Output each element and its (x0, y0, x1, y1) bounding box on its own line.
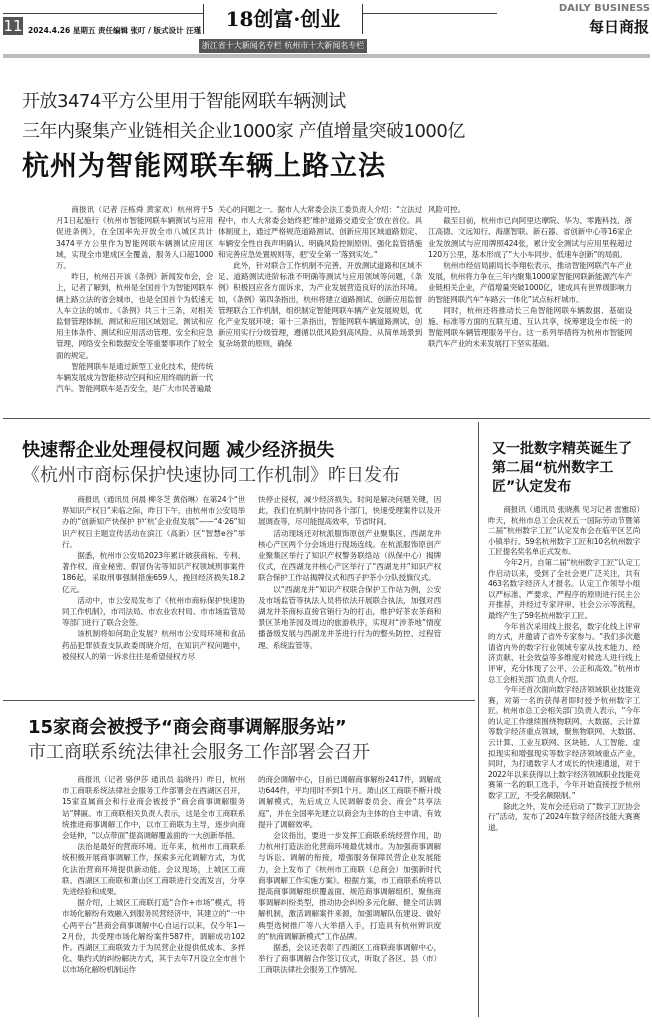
paragraph: 昨日，杭州召开该《条例》新闻发布会，会上，记者了解到，杭州是全国首个为智能网联车辆上路立法的省会城市，也是全国首个为低速无人车立法的城市。《条例》共三十三条，对相关监督管理体制、测试和应用区域划定、测试和应用主体条件、测试和应用活动管理、安全和应急管理、网络安全和数据安全等重要事项作了较全面的规定。 (56, 272, 213, 360)
paragraph: 的商会调解中心，目前已调解商事解纷2417件，调解成功644件，平均用时不到1个月。萧山区工商联不断升级调解模式，先后成立人民调解委员会、商会“共享法庭”，并在全国率先建立以商会为主体的自主申请、有效提升了调解效率。 (258, 775, 441, 829)
paragraph: 活动现场还对杭派服饰原创产业聚集区、西湖龙井核心产区两个分会场进行现场连线。在杭派服饰原创产业聚集区举行了知识产权警务联络站（纵保中心）揭牌仪式，在西湖龙井核心产区举行了“西湖龙井”知识产权联合保护工作站揭牌仪式和西子护茶小分队授旗仪式。 (258, 528, 441, 583)
header-rule (3, 13, 203, 14)
paragraph: 商报讯（记者 汪栋舜 黄家欢）杭州将于5月1日起施行《杭州市智能网联车辆测试与应用促进条例》，在全国率先开放全市八城区共计3474平方公里作为智能网联车辆测试应用区域，实现全市建成区全覆盖，服务人口超1000万。 (56, 205, 213, 271)
article2-subtitle: 《杭州市商标保护快速协同工作机制》昨日发布 (22, 465, 400, 486)
article3-column (258, 774, 441, 976)
paragraph: 据悉，会议还表彰了西湖区工商联商事调解中心，举行了商事调解合作签订仪式，听取了各区、县（市）工商联法律社会服务工作情况。 (258, 943, 441, 975)
paragraph: 活动中，市公安局发布了《杭州市商标保护快速协同工作机制》，市司法局、市农业农村局、市市场监管局等部门进行了联合会签。 (62, 595, 245, 628)
paragraph: 杭州市经信局副局长李翔松表示，推动智能网联汽车产业发展，杭州将力争在三年内聚集1000家智能网联新能源汽车产业链相关企业，产值增量突破1000亿，建成具有世界级影响力的智能网联汽车“车路云一体化”试点标杆城市。 (428, 261, 632, 304)
paragraph: 据悉，杭州市公安局2023年累计破获商标、专利、著作权、商业秘密、假冒伪劣等知识产权领域刑事案件186起，采取刑事强制措施659人，挽回经济损失18.2亿元。 (62, 551, 245, 594)
sidebar (488, 440, 640, 833)
section-subtitle: 浙江省十大新闻名专栏 杭州市十大新闻名专栏 (199, 39, 367, 53)
sidebar-title: 又一批数字精英诞生了 第二届“杭州数字工匠”认定发布 (492, 441, 632, 495)
paragraph: 今年首次采用线上报名，数字化线上评审的方式，并邀请了省外专家参与。“我们多次邀请省内外的数字行业领域专家从技术能力、经济贡献、社会效益等多维度对候选人进行线上评审，充分体现了公平、公正和高效。”杭州市总工会相关部门负责人介绍。 (488, 621, 640, 684)
paragraph: 据介绍，上城区工商联打造“合作+市场”模式，将市场化解纷有效融入到服务民营经济中，其建立的“一中心两平台”甚商会商事调解中心自运行以来，仅今年1—2月份，共受理市场化解纷案件587件，调解成功102件。西湖区工商联致力于为民营企业提供低成本、多样化、集约式的纠纷解决方式，其于去年7月设立全市首个以市场化解纷机制运作 (62, 898, 245, 975)
article2-column (62, 494, 245, 662)
article1-column (218, 204, 422, 350)
article1-kicker: 三年内聚集产业链相关企业1000家 产值增量突破1000亿 (22, 121, 465, 142)
paragraph: 同时，杭州还将推动长三角智能网联车辆数据、基础设施、标准等方面的互联互通、互认共享，统筹建设全市统一的智能网联车辆管理服务平台。这一系列举措将为杭州市智能网联汽车产业的未来发展打下坚实基础。 (428, 305, 632, 349)
paragraph: 商报讯（通讯员 张晓燕 见习记者 雷雅琼）昨天，杭州市总工会庆祝五一国际劳动节暨第二届“杭州数字工匠”认定发布会在临平区艺尚小镇举行。59名杭州数字工匠和10名杭州数字工匠提名奖名单正式发布。 (488, 505, 640, 557)
paragraph: 快停止侵权，减少经济损失。时间是解决问题关键，因此，我们在机制中协同各个部门，快速受理案件以及开展调查等，尽可能提高效率，节省时间。 (258, 495, 441, 527)
paragraph: 截至目前，杭州市已向阿里达摩院、华为、零跑科技、浙江高德、文远知行、海康智联、新石器、省创新中心等16家企业发放测试与应用牌照424张，累计安全测试与应用里程超过120万公里，基本形成了“大小车同步、低速车创新”的局面。 (428, 216, 632, 259)
column-divider (478, 422, 479, 1017)
section-divider (3, 418, 650, 419)
paragraph: 智能网联车是通过新型工业化技术，使传统车辆发展成为智能移动空间和应用终端的新一代汽车。智能网联车是否安全，是广大市民普遍最 (56, 361, 213, 394)
article1-title: 杭州为智能网联车辆上路立法 (22, 151, 386, 182)
paragraph: 法治是最好的营商环境。近年来，杭州市工商联系统积极开展商事调解工作，探索多元化调解方式，为优化法治营商环境提供新动能。会议现场，上城区工商联、西湖区工商联和萧山区工商联进行交流发言，分享先进经验和成果。 (62, 842, 245, 897)
article2-title: 快速帮企业处理侵权问题 减少经济损失 (22, 440, 335, 461)
paragraph: 此外，针对联合工作机制不完善、开放测试道路和区域不足、道路测试进阶标准不明确等测试与应用领域等问题，《条例》积极回应各方面诉求，为产业发展营造良好的法治环境。如，《条例》第四条指出，杭州将建立道路测试、创新应用监督管理联合工作机制，组织制定智能网联车辆产业发展规划，优化产业发展环境；第十三条指出，智能网联车辆道路测试、创新应用实行分级管理，遵循以低风险到高风险、从简单场景到复杂场景的原则，确保 (218, 261, 422, 349)
paragraph: 以“西湖龙井”知识产权联合保护工作站为例，公安及市场监管等执法人员将依法开展联合执法，加强对西湖龙井茶商标直接官销行为的打击，维护好茶农茶商和景区茶地茶园及周边的旅游秩序，实现对“涉茶地”情度播备级发展与西湖龙井茶进行行为的整头防控、过程管理、系统监管等。 (258, 584, 441, 650)
paragraph: 风险可控。 (428, 205, 465, 214)
article1-column (428, 204, 632, 350)
article3-column (62, 774, 245, 976)
paragraph: 该机制将如何助企发展？杭州市公安局环境和食品药品犯罪侦查支队政委周晓介绍，在知识产权问题中，被侵权人的第一诉求往往是希望侵权方尽 (62, 629, 245, 661)
header-bar (3, 54, 650, 58)
article3-title: 15家商会被授予“商会商事调解服务站” (28, 717, 347, 738)
brand-english: DAILY BUSINESS (558, 3, 650, 14)
paragraph: 今年还首次面向数字经济领域职业技能竞赛，对第一名的获得者即时授予杭州数字工匠。杭州市总工会相关部门负责人表示，“今年的认定工作继续围绕物联网、大数据、云计算等数字经济重点领域，聚焦物联网、大数据、云计算、工业互联网、区块链、人工智能、虚拟现实和增强现实等数字经济领域重点产业，同时，为打通数字人才成长的快速通道，对于2022年以来获得以上数字经济领域职业技能竞赛第一名的职工选手，今年开始直接授予杭州数字工匠，不受名额限制。” (488, 685, 640, 801)
paragraph: 商报讯（记者 骆伊莎 通讯员 翁晓丹）昨日，杭州市工商联系统法律社会服务工作部署会在西湖区召开，15家直属商会和行业商会被授予“商会商事调解服务站”牌匾。市工商联相关负责人表示，这是全市工商联系统推进商事调解工作中，以市工商联为主导，逐步向商会延伸，“以点带面”提高调解覆盖面的一大创新举措。 (62, 775, 245, 841)
section-divider (3, 700, 475, 701)
paragraph: 商报讯（通讯员 何晨 柳冬芝 黄俗琳）在第24个“世界知识产权日”来临之际，昨日下午，由杭州市公安局举办的“创新知产快保护 护‘杭’企业促发展”——“4·26”知识产权日主题宣传活动在滨江（高新）区“智慧e谷”举行。 (62, 495, 245, 549)
paragraph: 会议指出，要进一步发挥工商联系统经营作用，助力杭州打造法治化营商环境最优城市。为加强商事调解与诉讼、调解的衔接，增强服务保障民营企业发展能力，会上发布了《杭州市工商联（总商会）加强新时代商事调解工作实施方案》。根据方案，市工商联系统将以提高商事调解组织覆盖面、规范商事调解组织、聚焦商事调解纠纷类型，推动协会纠纷多元化解、健全司法调解机制，激活调解案件来源，加强调解队伍建设、做好典型选树推广等八大举措入手，打造具有杭州辨识度的“杭商调解新模式”工作品牌。 (258, 831, 441, 941)
article2-column (258, 494, 441, 651)
dateline: 2024.4.26 星期五 责任编辑 张叮 / 版式设计 汪瑾 (28, 26, 202, 35)
header-rule (362, 13, 497, 14)
paragraph: 今年2月，自第二届“杭州数字工匠”认定工作启动以来，受到了全社会更广泛关注，共有463名数字经济人才报名。认定工作领导小组以严标准、严要求、严程序的原则进行民主公开推荐，并经过专家评审、社会公示等流程，最终产生了59名杭州数字工匠。 (488, 557, 640, 620)
page-number: 11 (3, 17, 23, 35)
paragraph: 关心的问题之一。据市人大常委会法工委负责人介绍：“立法过程中，市人大常委会始终把‘维护道路交通安全’放在首位。具体制度上，通过严格规范道路测试、创新应用区域道路划定、车辆安全性自我声明确认、明确风险控制原则、强化监管措施和完善应急处置规则等，把‘安全第一’落到实处。” (218, 205, 422, 259)
section-title: 18创富·创业 (203, 4, 363, 34)
article1-column (56, 204, 213, 394)
brand-logo: 每日商报 (588, 18, 649, 36)
paragraph: 除此之外，发布会还启动了“数字工匠协会行”活动，发布了2024年数字经济技能大赛赛道。 (488, 801, 640, 832)
sidebar-column (488, 505, 640, 833)
article1-kicker: 开放3474平方公里用于智能网联车辆测试 (22, 91, 346, 112)
article3-subtitle: 市工商联系统法律社会服务工作部署会召开 (28, 742, 370, 763)
